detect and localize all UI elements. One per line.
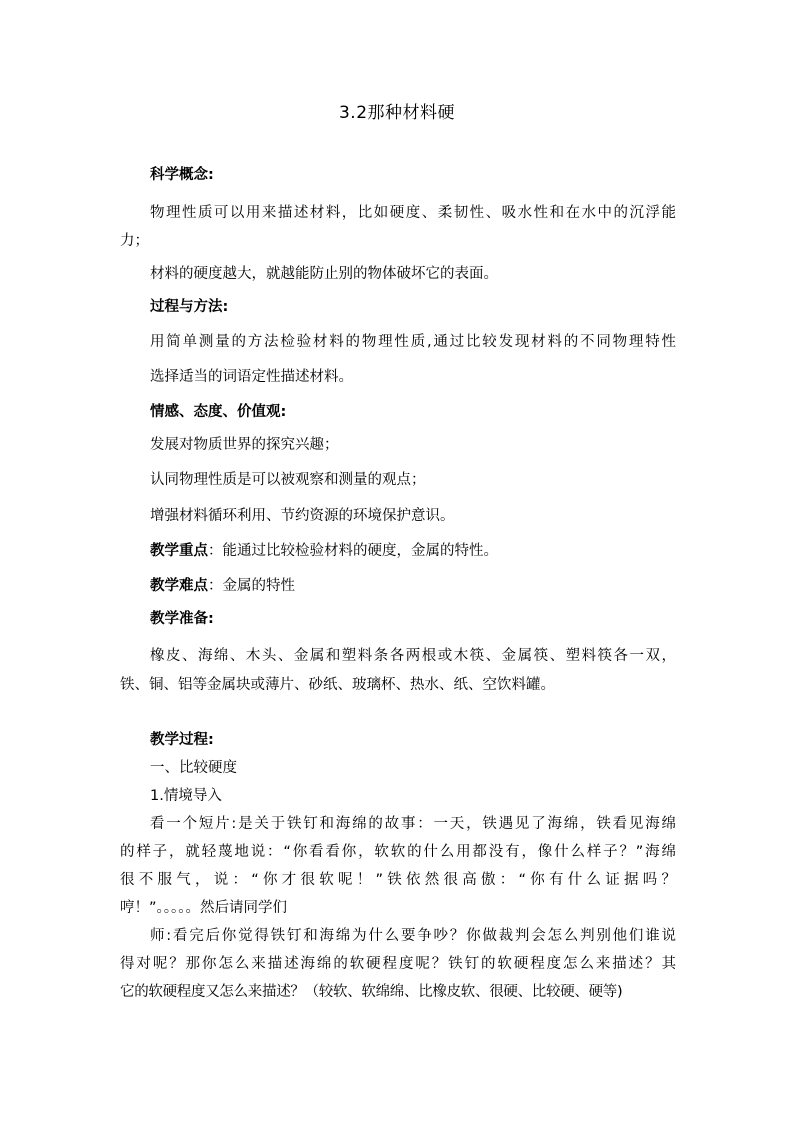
preparation-line-1: 橡皮、海绵、木头、金属和塑料条各两根或木筷、金属筷、塑料筷各一双，	[150, 648, 676, 664]
concept-line-1: 物理性质可以用来描述材料，比如硬度、柔韧性、吸水性和在水中的沉浮能	[150, 205, 676, 221]
process-section-heading: 教学过程:	[150, 732, 214, 748]
attitude-line-2: 认同物理性质是可以被观察和测量的观点；	[150, 472, 426, 488]
process-line-1: 用简单测量的方法检验材料的物理性质,通过比较发现材料的不同物理特性	[150, 334, 676, 350]
preparation-line-2: 铁、铜、铝等金属块或薄片、砂纸、玻璃杯、热水、纸、空饮料罐。	[120, 677, 555, 693]
process-heading: 过程与方法:	[150, 299, 229, 315]
document-title: 3.2那种材料硬	[338, 103, 456, 123]
key-point-label: 教学重点	[150, 543, 208, 559]
difficult-point-text: ：金属的特性	[208, 578, 295, 594]
story-line-1: 看一个短片:是关于铁钉和海绵的故事：一天，铁遇见了海绵，铁看见海绵	[150, 816, 676, 832]
story-line-3: 很不服气，说：“你才很软呢！”铁依然很高傲：“你有什么证据吗？	[120, 872, 676, 888]
teacher-line-1: 师:看完后你觉得铁钉和海绵为什么要争吵？你做裁判会怎么判别他们谁说	[150, 928, 676, 944]
process-line-2: 选择适当的词语定性描述材料。	[150, 369, 353, 385]
step-scenario-intro: 1.情境导入	[150, 788, 222, 804]
attitude-line-1: 发展对物质世界的探究兴趣；	[150, 437, 339, 453]
attitude-line-3: 增强材料循环利用、节约资源的环境保护意识。	[150, 508, 455, 524]
key-point	[150, 541, 676, 561]
difficult-point	[150, 576, 676, 596]
story-line-2: 的样子，就轻蔑地说：“你看看你，软软的什么用都没有，像什么样子？”海绵	[120, 844, 676, 860]
section-compare-hardness: 一、比较硬度	[150, 760, 237, 776]
preparation-heading: 教学准备:	[150, 611, 214, 627]
attitude-heading: 情感、态度、价值观:	[150, 404, 287, 420]
teacher-line-3: 它的软硬程度又怎么来描述？（较软、软绵绵、比橡皮软、很硬、比较硬、硬等)	[120, 984, 623, 1000]
concept-line-1-cont: 力；	[120, 233, 149, 249]
difficult-point-label: 教学难点	[150, 578, 208, 594]
concept-line-2: 材料的硬度越大，就越能防止别的物体破坏它的表面。	[150, 266, 498, 282]
teacher-line-2: 得对呢？那你怎么来描述海绵的软硬程度呢？铁钉的软硬程度怎么来描述？其	[120, 956, 676, 972]
concept-heading: 科学概念:	[150, 167, 214, 183]
story-line-4: 哼！”。。。。。然后请同学们	[120, 900, 288, 916]
key-point-text: ：能通过比较检验材料的硬度，金属的特性。	[208, 543, 498, 559]
